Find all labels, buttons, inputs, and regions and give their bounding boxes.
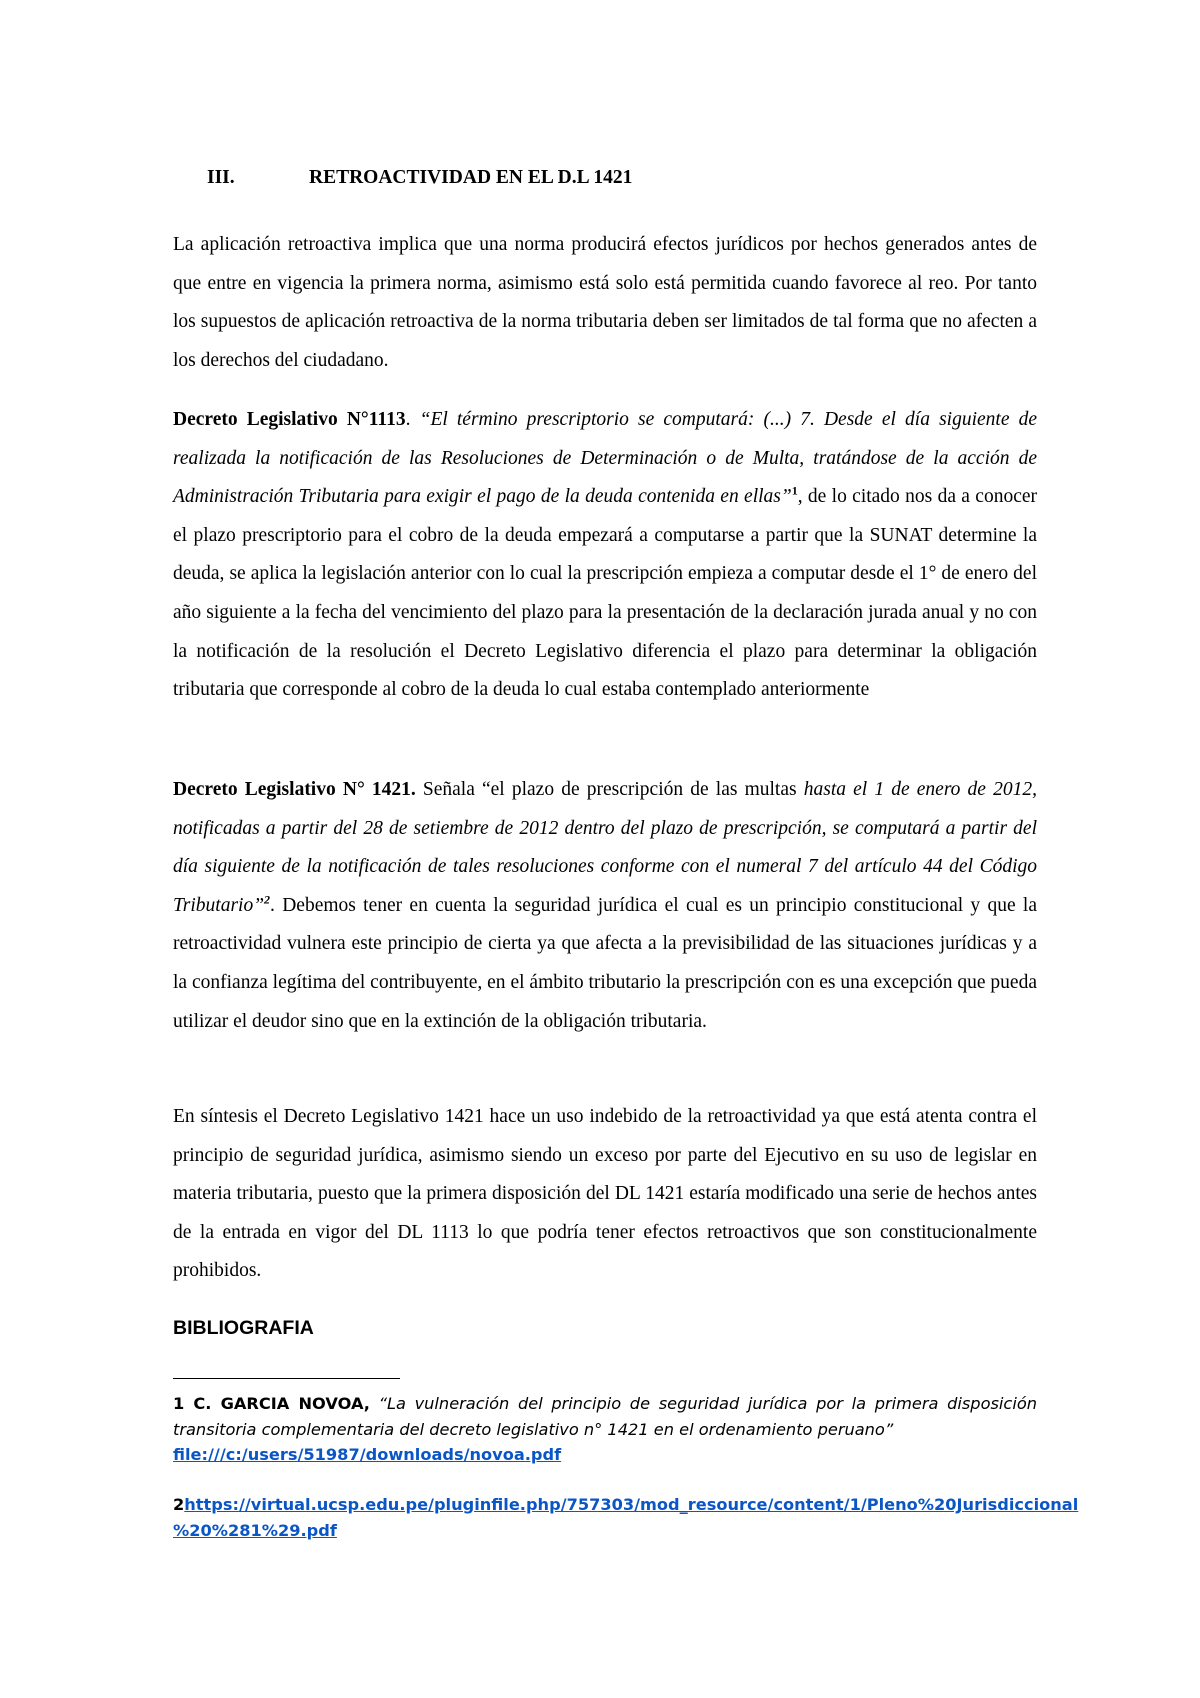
decree-1113-punct: . — [405, 409, 411, 430]
footnote-1-author: C. GARCIA NOVOA, — [184, 1394, 370, 1413]
decree-1421-body: . Debemos tener en cuenta la seguridad jurídica el cual es un principio constitucional y que la retroactividad vulnera este principio de cierta ya que afecta a la previsibilidad de las situaciones jurídicas y a la confianza legítima del contribuyente, en el ámbito tributario la prescripción con es una excepción que pueda utilizar el deudor sino que en la extinción de la obligación tributaria. — [173, 894, 1037, 1032]
bibliography-heading: BIBLIOGRAFIA — [173, 1317, 314, 1339]
decree-1421-intro: Señala “el plazo de prescripción de las multas — [415, 779, 804, 800]
paragraph-decree-1421 — [173, 771, 1037, 1041]
footnote-2-number: 2 — [173, 1495, 185, 1514]
footnote-1 — [173, 1391, 1037, 1468]
paragraph-retroactive-application: La aplicación retroactiva implica que una norma producirá efectos jurídicos por hechos generados antes de que entre en vigencia la primera norma, asimismo está solo está permitida cuando favorece al reo. Por tanto los supuestos de aplicación retroactiva de la norma tributaria deben ser limitados de tal forma que no afecten a los derechos del ciudadano. — [173, 234, 1037, 371]
footnote-1-link[interactable]: file:///c:/users/51987/downloads/novoa.pdf — [173, 1445, 562, 1464]
section-title: RETROACTIVIDAD EN EL D.L 1421 — [309, 167, 633, 188]
footnote-ref-2[interactable]: 2 — [264, 892, 271, 907]
decree-1113-body: , de lo citado nos da a conocer el plazo prescriptorio para el cobro de la deuda empezará a computarse a partir que la SUNAT determine la deuda, se aplica la legislación anterior con lo cual la prescripción empieza a computar desde el 1° de enero del año siguiente a la fecha del vencimiento del plazo para la presentación de la declaración jurada anual y no con la notificación de la resolución el Decreto Legislativo diferencia el plazo para determinar la obligación tributaria que corresponde al cobro de la deuda lo cual estaba contemplado anteriormente — [173, 486, 1038, 701]
decree-1421-label: Decreto Legislativo N° 1421. — [173, 779, 416, 800]
footnote-1-title: “La vulneración del principio de seguridad jurídica por la primera disposición transitoria complementaria del decreto legislativo n° 1421 en el ordenamiento peruano” — [173, 1394, 1037, 1439]
footnote-2-link-line2[interactable]: %20%281%29.pdf — [173, 1520, 337, 1540]
footnote-2-link-line1[interactable]: https://virtual.ucsp.edu.pe/pluginfile.php/757303/mod_resource/content/1/Pleno%20Jurisdiccional — [184, 1495, 1079, 1514]
footnote-2-link[interactable] — [173, 1495, 1078, 1540]
decree-1113-quote: “El término prescriptorio se computará: (...) 7. Desde el día siguiente de realizada la notificación de las Resoluciones de Determinación o de Multa, tratándose de la acción de Administración Tributaria para exigir el pago de la deuda contenida en ellas” — [173, 409, 1038, 508]
paragraph-decree-1113 — [173, 401, 1037, 710]
section-number: III. — [207, 167, 235, 188]
footnote-2 — [173, 1492, 1079, 1543]
footnote-1-number: 1 — [173, 1394, 185, 1413]
section-heading — [207, 167, 632, 189]
decree-1113-label: Decreto Legislativo N°1113 — [173, 409, 406, 430]
paragraph-synthesis: En síntesis el Decreto Legislativo 1421 hace un uso indebido de la retroactividad ya que está atenta contra el principio de seguridad jurídica, asimismo siendo un exceso por parte del Ejecutivo en su uso de legislar en materia tributaria, puesto que la primera disposición del DL 1421 estaría modificado una serie de hechos antes de la entrada en vigor del DL 1113 lo que podría tener efectos retroactivos que son constitucionalmente prohibidos. — [173, 1106, 1037, 1282]
decree-1421-quote: hasta el 1 de enero de 2012, notificadas a partir del 28 de setiembre de 2012 dentro del plazo de prescripción, se computará a partir del día siguiente de la notificación de tales resoluciones conforme con el numeral 7 del artículo 44 del Código Tributario” — [173, 779, 1037, 916]
footnote-separator — [173, 1378, 400, 1379]
footnote-ref-1[interactable]: 1 — [791, 483, 798, 498]
